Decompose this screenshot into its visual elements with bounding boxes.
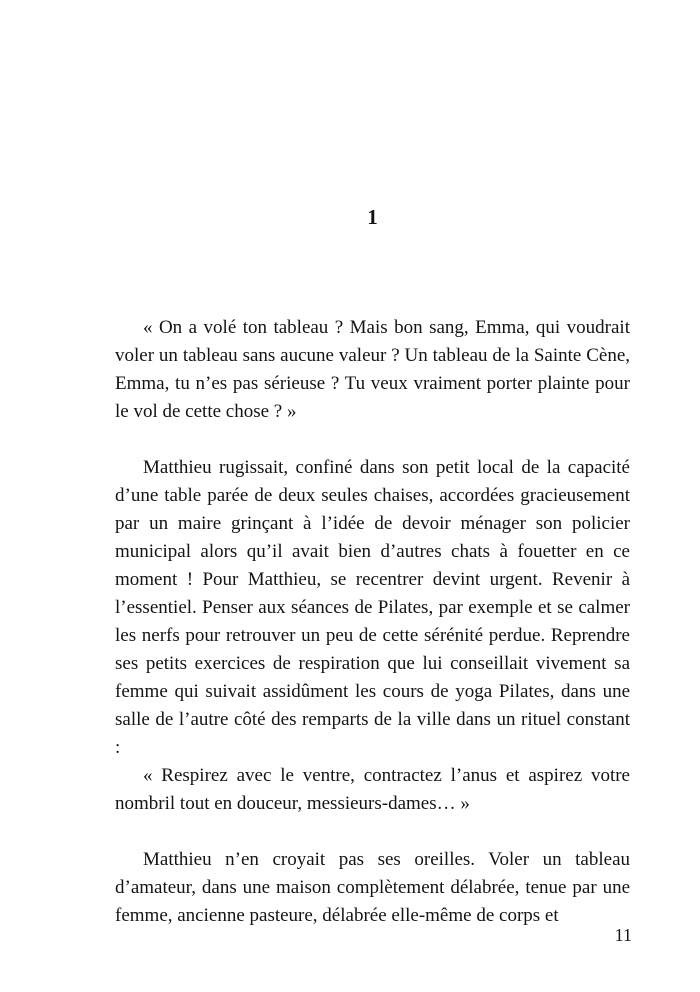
paragraph-narrative-2: Matthieu n’en croyait pas ses oreilles. Voler un tableau d’amateur, dans une maison complètement délabrée, tenue par une femme, ancienne pasteure, délabrée elle-même de corps et	[115, 849, 630, 926]
paragraph-narrative-1: Matthieu rugissait, confiné dans son petit local de la capacité d’une table parée de deux seules chaises, accordées gracieusement par un maire grinçant à l’idée de devoir ménager son policier municipal alors qu’il avait bien d’autres chats à fouetter en ce moment ! Pour Matthieu, se recentrer devint urgent. Revenir à l’essentiel. Penser aux séances de Pilates, par exemple et se calmer les nerfs pour retrouver un peu de cette sérénité perdue. Reprendre ses petits exercices de respiration que lui conseillait vivement sa femme qui suivait assidûment les cours de yoga Pilates, dans une salle de l’autre côté des remparts de la ville dans un rituel constant :	[115, 457, 630, 758]
chapter-number: 1	[367, 205, 378, 229]
page-number: 11	[614, 925, 632, 945]
text-block	[0, 314, 700, 930]
paragraph-dialogue-1: « On a volé ton tableau ? Mais bon sang, Emma, qui voudrait voler un tableau sans aucune valeur ? Un tableau de la Sainte Cène, Emma, tu n’es pas sérieuse ? Tu veux vraiment porter plainte pour le vol de cette chose ? »	[115, 317, 630, 422]
paragraph-dialogue-2: « Respirez avec le ventre, contractez l’anus et aspirez votre nombril tout en douceur, messieurs-dames… »	[115, 765, 630, 814]
